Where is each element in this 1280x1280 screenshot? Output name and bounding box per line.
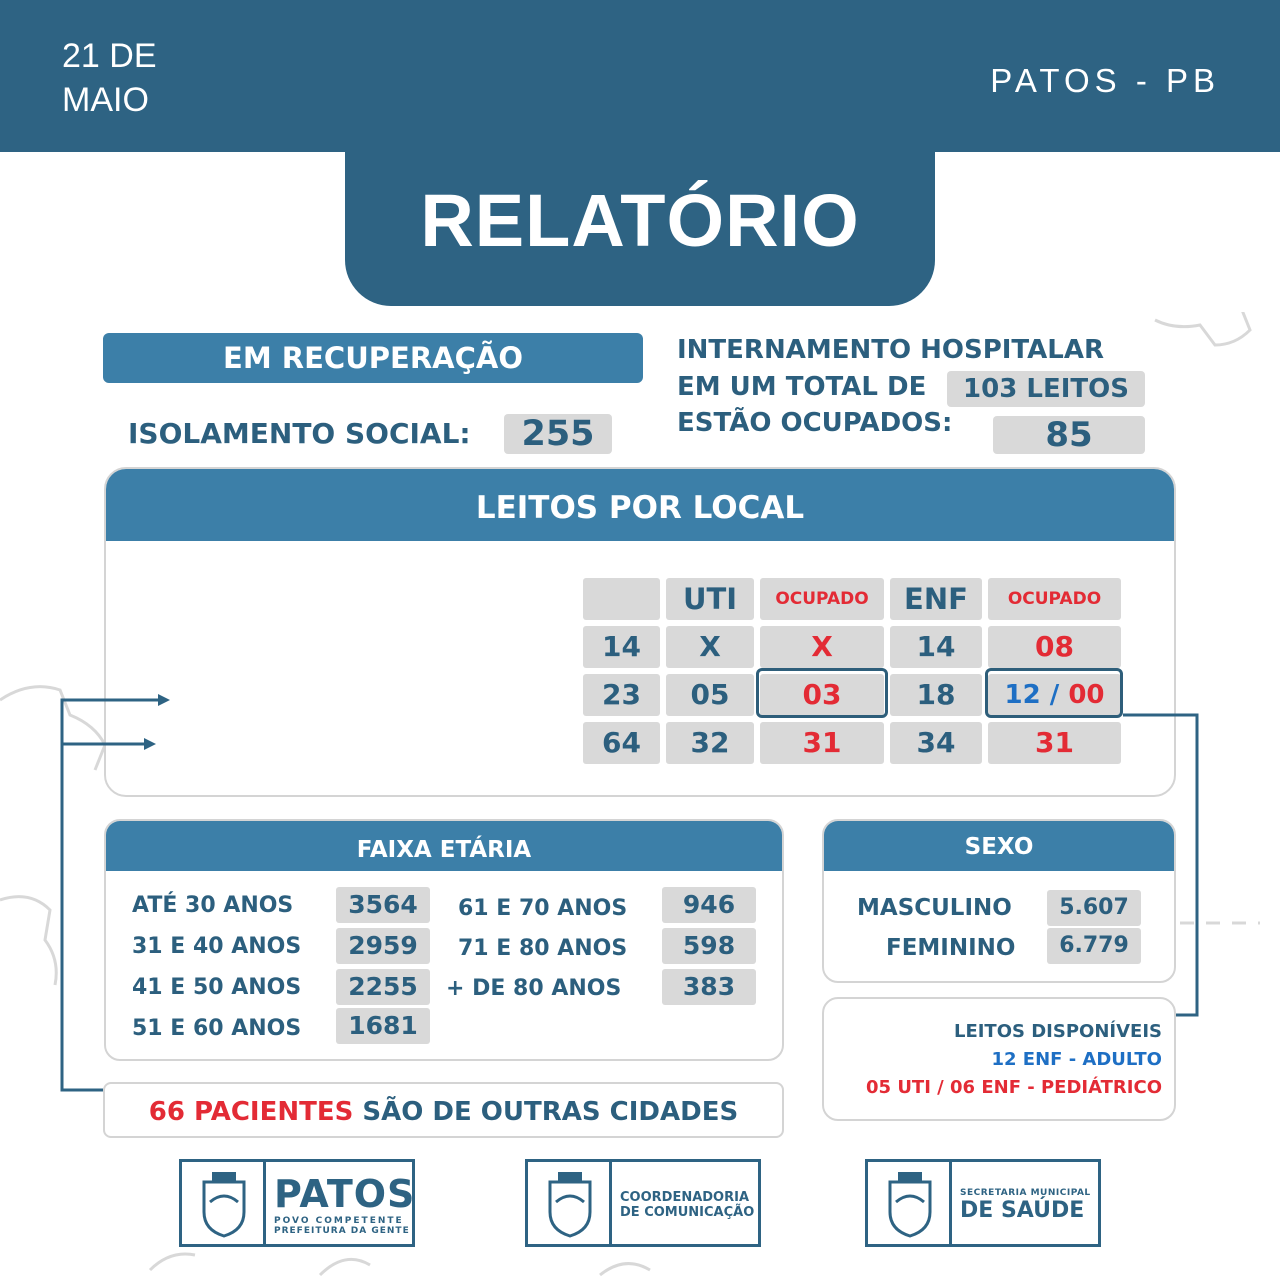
patos-slogan-1: POVO COMPETENTE [274,1216,404,1226]
arrow-regional-icon [144,738,156,750]
regional-total: 64 [583,722,660,764]
outras-cidades-text: SÃO DE OUTRAS CIDADES [353,1097,739,1127]
regional-enf: 34 [890,722,982,764]
feminino-value: 6.779 [1047,928,1141,964]
internamento-line1: INTERNAMENTO HOSPITALAR [677,335,1104,365]
coat-of-arms-icon [868,1162,952,1244]
age-value-mais-80: 383 [662,969,756,1005]
date-day: 21 DE [62,37,157,75]
arrow-infantil-icon [158,694,170,706]
outras-cidades-count: 66 PACIENTES [148,1097,354,1127]
infantil-total: 23 [583,674,660,716]
ocupados-value: 85 [993,416,1145,454]
city-label: PATOS - PB [990,62,1220,99]
age-value-51-60: 1681 [336,1008,430,1044]
table-header-uti: UTI [666,578,754,620]
comunicacao-line1: COORDENADORIA [620,1190,750,1205]
saude-line1: SECRETARIA MUNICIPAL [960,1188,1091,1198]
internamento-line2: EM UM TOTAL DE [677,372,927,402]
upa-enf-ocupado: 08 [988,626,1121,668]
regional-uti: 32 [666,722,754,764]
upa-enf: 14 [890,626,982,668]
saude-line2: DE SAÚDE [960,1198,1085,1223]
infantil-enf-ocupado-sep: / [1049,680,1060,710]
total-leitos-value: 103 LEITOS [947,371,1145,407]
coat-of-arms-icon [182,1162,266,1244]
age-label-41-50: 41 E 50 ANOS [132,975,302,1000]
infantil-enf-ocupado-ped: 00 [1068,680,1105,710]
regional-uti-ocupado: 31 [760,722,884,764]
upa-total: 14 [583,626,660,668]
age-label-61-70: 61 E 70 ANOS [458,896,628,921]
upa-uti-ocupado: X [760,626,884,668]
infantil-uti-ocupado: 03 [760,674,884,716]
disponiveis-adulto: 12 ENF - ADULTO [991,1049,1162,1070]
masculino-label: MASCULINO [857,895,1012,921]
age-value-ate30: 3564 [336,887,430,923]
outras-cidades-box [103,1082,784,1138]
infantil-uti: 05 [666,674,754,716]
age-label-mais-80: + DE 80 ANOS [446,976,622,1001]
age-value-71-80: 598 [662,928,756,964]
internamento-line3: ESTÃO OCUPADOS: [677,408,953,438]
date-month: MAIO [62,81,149,119]
disponiveis-title: LEITOS DISPONÍVEIS [953,1021,1162,1042]
age-label-ate30: ATÉ 30 ANOS [132,893,294,918]
age-value-31-40: 2959 [336,928,430,964]
feminino-label: FEMININO [886,935,1016,961]
isolamento-value: 255 [504,414,612,454]
leitos-por-local-title: LEITOS POR LOCAL [106,469,1174,541]
patos-logo-text: PATOS [274,1172,416,1216]
masculino-value: 5.607 [1047,890,1141,926]
infantil-enf-ocupado-adulto: 12 [1004,680,1041,710]
page-title: RELATÓRIO [420,179,860,262]
regional-enf-ocupado: 31 [988,722,1121,764]
age-label-51-60: 51 E 60 ANOS [132,1016,302,1041]
table-header-enf-ocupado: OCUPADO [988,578,1121,620]
age-value-61-70: 946 [662,887,756,923]
sexo-title: SEXO [824,821,1174,871]
leitos-disponiveis-box [822,997,1176,1121]
isolamento-label: ISOLAMENTO SOCIAL: [128,417,471,450]
disponiveis-pediatrico: 05 UTI / 06 ENF - PEDIÁTRICO [866,1077,1162,1098]
logo-coordenadoria-comunicacao [525,1159,761,1247]
table-header-uti-ocupado: OCUPADO [760,578,884,620]
age-label-71-80: 71 E 80 ANOS [458,936,628,961]
patos-slogan-2: PREFEITURA DA GENTE [274,1226,410,1236]
table-header-enf: ENF [890,578,982,620]
logo-prefeitura-patos [179,1159,415,1247]
comunicacao-line2: DE COMUNICAÇÃO [620,1205,755,1220]
recuperacao-banner: EM RECUPERAÇÃO [103,333,643,383]
faixa-etaria-title: FAIXA ETÁRIA [106,821,782,871]
infantil-enf: 18 [890,674,982,716]
age-value-41-50: 2255 [336,969,430,1005]
logo-secretaria-saude [865,1159,1101,1247]
coat-of-arms-icon [528,1162,612,1244]
upa-uti: X [666,626,754,668]
age-label-31-40: 31 E 40 ANOS [132,934,302,959]
